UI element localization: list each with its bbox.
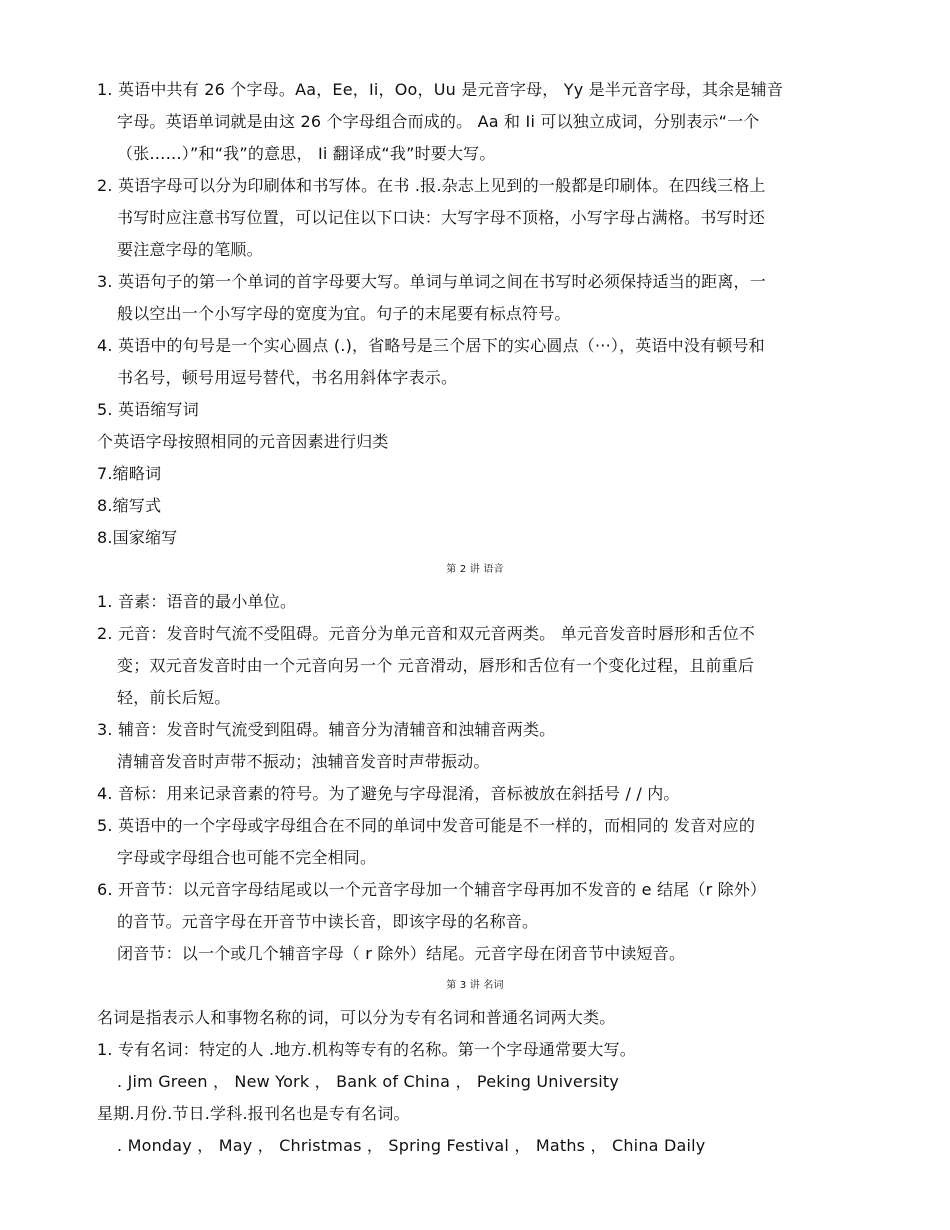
text-line: 8.国家缩写	[97, 528, 178, 547]
text-line: 2. 元音：发音时气流不受阻碍。元音分为单元音和双元音两类。 单元音发音时唇形和舌位不	[97, 624, 756, 643]
text-line: 闭音节：以一个或几个辅音字母（ r 除外）结尾。元音字母在闭音节中读短音。	[117, 944, 686, 963]
text-line: 般以空出一个小写字母的宽度为宜。句子的末尾要有标点符号。	[117, 304, 571, 323]
text-line: （张……）”和“我”的意思， Ii 翻译成“我”时要大写。	[117, 144, 496, 163]
section-heading: 第 3 讲 名词	[446, 980, 504, 991]
text-line: 7.缩略词	[97, 464, 162, 483]
section-heading: 第 2 讲 语音	[446, 564, 504, 575]
text-line: 星期.月份.节日.学科.报刊名也是专有名词。	[97, 1104, 410, 1123]
text-line: 轻，前长后短。	[117, 688, 231, 707]
text-line: 1. 音素：语音的最小单位。	[97, 592, 297, 611]
text-line: 8.缩写式	[97, 496, 162, 515]
text-line: 1. 英语中共有 26 个字母。Aa，Ee，Ii，Oo，Uu 是元音字母， Yy 是半元音字母，其余是辅音	[97, 80, 784, 99]
text-line: 字母或字母组合也可能不完全相同。	[117, 848, 377, 867]
text-line: 个英语字母按照相同的元音因素进行归类	[97, 432, 389, 451]
text-line: . Monday ， May ， Christmas ， Spring Festival ， Maths ， China Daily	[117, 1136, 706, 1155]
text-line: 3. 辅音：发音时气流受到阻碍。辅音分为清辅音和浊辅音两类。	[97, 720, 556, 739]
text-line: 书写时应注意书写位置，可以记住以下口诀：大写字母不顶格，小写字母占满格。书写时还	[117, 208, 766, 227]
text-line: 书名号，顿号用逗号替代，书名用斜体字表示。	[117, 368, 458, 387]
text-line: 字母。英语单词就是由这 26 个字母组合而成的。 Aa 和 Ii 可以独立成词，分别表示“一个	[117, 112, 760, 131]
text-line: 要注意字母的笔顺。	[117, 240, 263, 259]
text-line: 3. 英语句子的第一个单词的首字母要大写。单词与单词之间在书写时必须保持适当的距离，一	[97, 272, 766, 291]
text-line: 1. 专有名词：特定的人 .地方.机构等专有的名称。第一个字母通常要大写。	[97, 1040, 637, 1059]
text-line: 4. 英语中的句号是一个实心圆点 (.)，省略号是三个居下的实心圆点（···），英语中没有顿号和	[97, 336, 765, 355]
text-line: 名词是指表示人和事物名称的词，可以分为专有名词和普通名词两大类。	[97, 1008, 616, 1027]
text-line: . Jim Green ， New York ， Bank of China ， Peking University	[117, 1072, 620, 1091]
text-line: 5. 英语中的一个字母或字母组合在不同的单词中发音可能是不一样的，而相同的 发音对应的	[97, 816, 756, 835]
text-line: 5. 英语缩写词	[97, 400, 199, 419]
text-line: 2. 英语字母可以分为印刷体和书写体。在书 .报.杂志上见到的一般都是印刷体。在四线三格上	[97, 176, 766, 195]
text-line: 6. 开音节：以元音字母结尾或以一个元音字母加一个辅音字母再加不发音的 e 结尾（r 除外）	[97, 880, 767, 899]
text-line: 4. 音标：用来记录音素的符号。为了避免与字母混淆，音标被放在斜括号 / / 内。	[97, 784, 680, 803]
text-line: 清辅音发音时声带不振动；浊辅音发音时声带振动。	[117, 752, 490, 771]
text-line: 的音节。元音字母在开音节中读长音，即该字母的名称音。	[117, 912, 539, 931]
text-line: 变；双元音发音时由一个元音向另一个 元音滑动，唇形和舌位有一个变化过程，且前重后	[117, 656, 755, 675]
